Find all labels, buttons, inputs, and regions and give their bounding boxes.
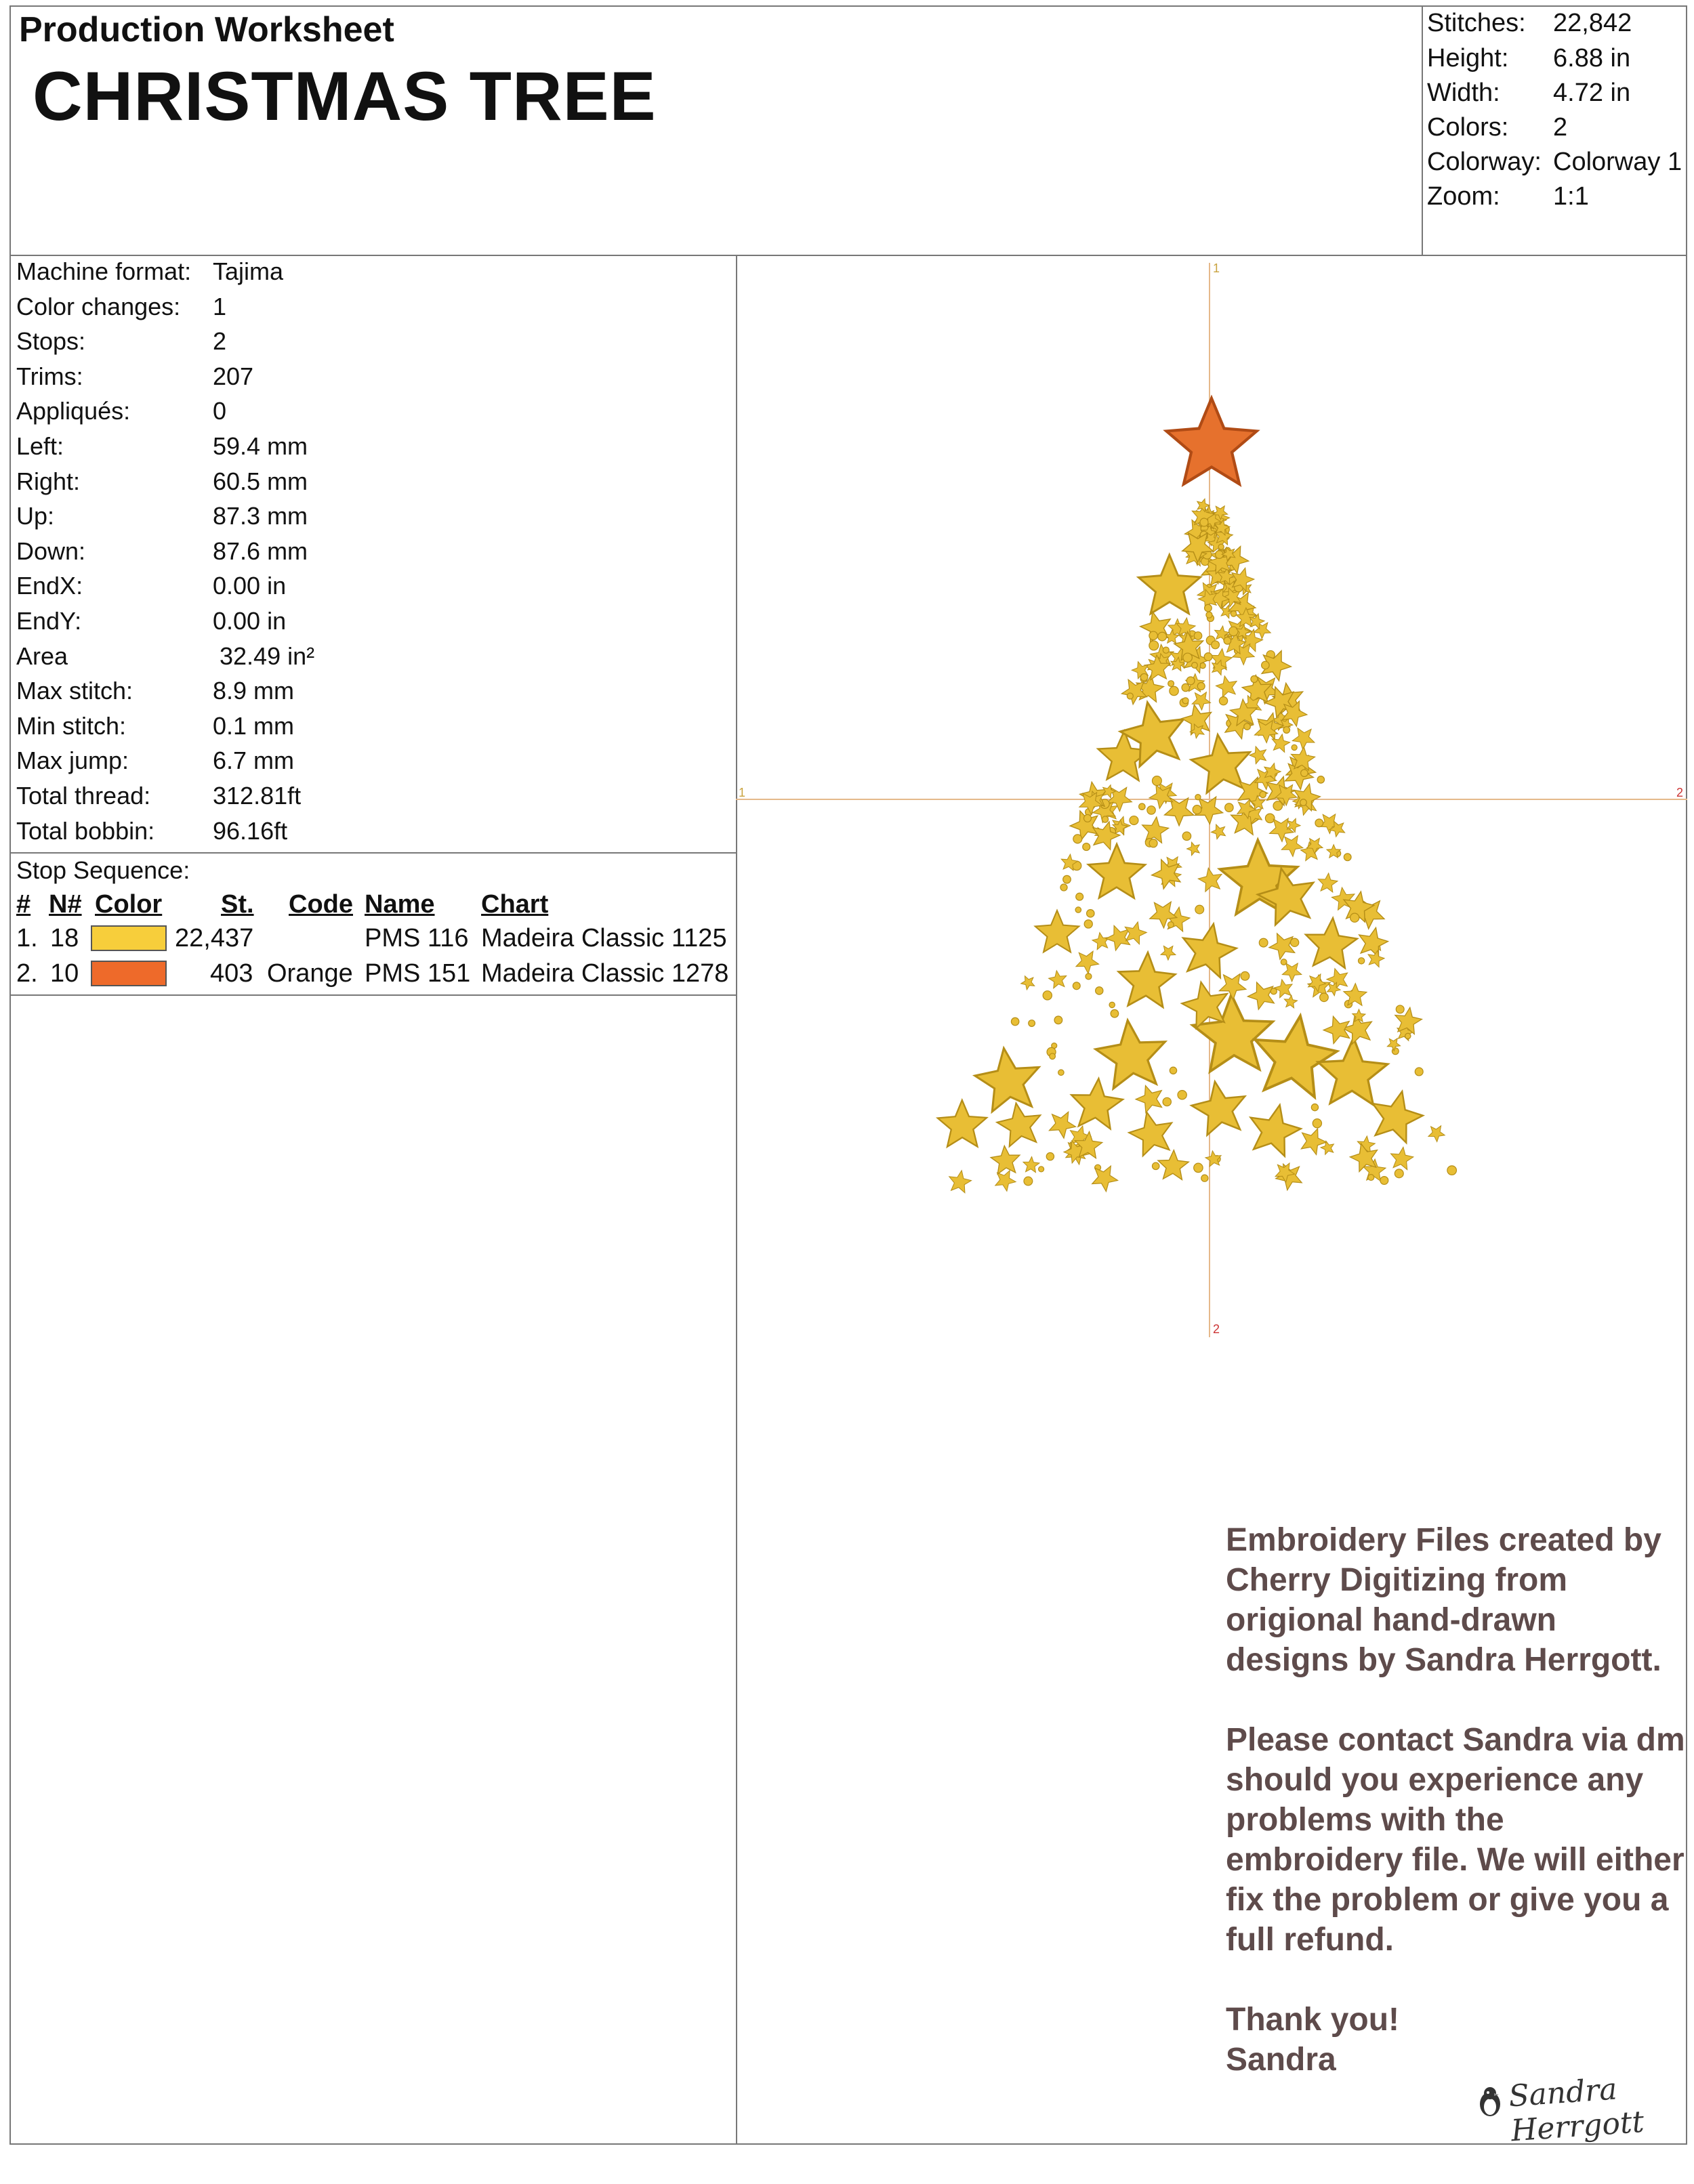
dot-stitch (1251, 675, 1258, 682)
dot-stitch (1149, 631, 1157, 639)
axis-label-bottom: 2 (1213, 1322, 1220, 1336)
property-key: Left: (16, 432, 64, 460)
dot-stitch (1058, 1070, 1064, 1075)
stat-row (1427, 179, 1589, 214)
dot-stitch (1241, 971, 1249, 980)
dot-stitch (1350, 913, 1359, 922)
dot-stitch (1149, 839, 1157, 847)
property-key: Total thread: (16, 782, 151, 810)
star-stitch (1391, 1147, 1413, 1169)
star-stitch (1187, 842, 1200, 855)
stat-row (1427, 144, 1682, 180)
property-key: Max jump: (16, 747, 129, 775)
dot-stitch (1086, 973, 1092, 980)
star-stitch (1301, 1129, 1326, 1154)
property-value: 59.4 mm (213, 432, 308, 460)
star-stitch (1247, 982, 1274, 1009)
star-stitch (1191, 1082, 1245, 1135)
star-stitch (1373, 1091, 1423, 1143)
property-value: 0.1 mm (213, 711, 295, 740)
dot-stitch (1170, 1067, 1176, 1074)
stat-value: Colorway 1 (1553, 148, 1682, 176)
property-key: Appliqués: (16, 397, 131, 425)
star-stitch (1251, 1105, 1301, 1156)
dot-stitch (1170, 686, 1178, 695)
dot-stitch (1139, 803, 1145, 810)
row-chart: Madeira Classic 1125 (481, 924, 727, 952)
stat-value: 22,842 (1553, 9, 1632, 37)
property-row (16, 257, 283, 286)
property-row (16, 817, 287, 845)
dot-stitch (1024, 1177, 1033, 1185)
dot-stitch (1011, 1017, 1018, 1025)
dot-stitch (1043, 991, 1052, 1000)
axis-label-left: 1 (739, 786, 746, 799)
star-stitch (991, 1146, 1020, 1174)
star-stitch (1281, 836, 1303, 857)
stat-value: 6.88 in (1553, 44, 1631, 72)
col-header-color: Color (95, 890, 163, 919)
dot-stitch (1183, 653, 1192, 662)
dot-stitch (1158, 632, 1167, 641)
stat-key: Zoom: (1427, 182, 1500, 211)
dot-stitch (1084, 920, 1092, 928)
row-index: 2. (16, 959, 38, 988)
col-header-needle: N# (49, 890, 82, 919)
axis-label-right: 2 (1676, 786, 1684, 799)
star-stitch (1023, 1157, 1039, 1173)
property-row (16, 782, 301, 810)
dot-stitch (1083, 814, 1091, 822)
col-header-stitches: St. (221, 890, 254, 919)
property-row (16, 572, 286, 600)
dot-stitch (1050, 1053, 1056, 1059)
dot-stitch (1229, 627, 1238, 635)
dot-stitch (1225, 803, 1233, 812)
dot-stitch (1344, 854, 1351, 861)
dot-stitch (1368, 1175, 1374, 1181)
property-row (16, 502, 308, 530)
dot-stitch (1320, 993, 1329, 1002)
dot-stitch (1447, 1166, 1457, 1175)
star-stitch (1216, 676, 1237, 697)
row-stitches: 22,437 (175, 924, 254, 952)
property-value: 6.7 mm (213, 747, 295, 775)
property-key: Max stitch: (16, 677, 133, 705)
dot-stitch (1168, 922, 1174, 928)
credits-paragraph: Please contact Sandra via dm should you experience any problems with the embroidery file. We will either fix the problem or give you a full refund. (1226, 1722, 1685, 1958)
stat-key: Width: (1427, 79, 1500, 107)
dot-stitch (1194, 632, 1202, 640)
star-stitch (1368, 950, 1384, 967)
dot-stitch (1178, 1091, 1186, 1099)
star-stitch (1284, 995, 1297, 1008)
dot-stitch (1195, 905, 1204, 914)
dot-stitch (1182, 832, 1191, 841)
dot-stitch (1076, 893, 1083, 900)
dot-stitch (1259, 938, 1268, 947)
dot-stitch (1311, 1104, 1318, 1111)
star-stitch (1096, 1020, 1165, 1089)
dot-stitch (1260, 791, 1266, 797)
dot-stitch (1194, 1163, 1203, 1172)
dot-stitch (1219, 696, 1227, 705)
dot-stitch (1168, 681, 1174, 687)
dot-stitch (1109, 1002, 1115, 1007)
dot-stitch (1147, 806, 1155, 814)
dot-stitch (1060, 884, 1067, 891)
star-stitch (1129, 1112, 1172, 1156)
dot-stitch (1206, 612, 1212, 618)
signature: Sandra Herrgott (1507, 2072, 1645, 2149)
star-stitch (1428, 1126, 1445, 1142)
dot-stitch (1046, 1152, 1054, 1160)
property-row (16, 677, 294, 705)
dot-stitch (1301, 770, 1308, 777)
dot-stitch (1163, 647, 1169, 653)
property-value: 1 (213, 292, 227, 320)
star-stitch (1050, 1112, 1076, 1138)
row-needle: 18 (50, 924, 79, 952)
dot-stitch (1186, 677, 1195, 685)
star-stitch (1165, 798, 1194, 826)
star-stitch (1269, 933, 1295, 959)
dot-stitch (1182, 698, 1189, 704)
property-value: 0.00 in (213, 572, 287, 600)
property-key: Up: (16, 502, 55, 530)
dot-stitch (1152, 776, 1161, 786)
star-stitch (1092, 933, 1109, 950)
property-value: Tajima (213, 257, 284, 285)
dot-stitch (1265, 814, 1275, 823)
property-key: Down: (16, 537, 86, 565)
dot-stitch (1244, 723, 1251, 730)
property-row (16, 607, 286, 635)
property-key: Area (16, 642, 68, 670)
star-stitch (1076, 951, 1099, 973)
property-value: 32.49 in² (213, 642, 315, 670)
star-stitch (975, 1048, 1039, 1112)
star-stitch (997, 1103, 1040, 1146)
star-stitch (1092, 1166, 1118, 1192)
star-stitch (1049, 971, 1067, 988)
credits-text (1226, 1520, 1687, 2080)
dot-stitch (1182, 684, 1189, 691)
dot-stitch (1292, 744, 1297, 750)
dot-stitch (1273, 801, 1283, 811)
star-stitch (1119, 952, 1176, 1007)
star-stitch (1166, 398, 1256, 484)
property-key: Color changes: (16, 292, 181, 320)
dot-stitch (1224, 637, 1231, 645)
dot-stitch (1195, 795, 1201, 800)
dot-stitch (1054, 1016, 1062, 1024)
property-value: 87.3 mm (213, 502, 308, 530)
dot-stitch (1039, 1167, 1044, 1172)
property-key: EndY: (16, 607, 82, 635)
star-stitch (949, 1171, 972, 1193)
property-row (16, 362, 253, 391)
dot-stitch (1029, 1020, 1035, 1027)
dot-stitch (1102, 816, 1108, 822)
property-value: 0.00 in (213, 607, 287, 635)
star-stitch (1205, 1151, 1221, 1167)
star-stitch (1125, 922, 1146, 944)
dot-stitch (1200, 518, 1208, 526)
property-row (16, 642, 314, 671)
row-name: PMS 116 (365, 924, 469, 952)
property-key: Machine format: (16, 257, 192, 285)
thanks-line: Thank you! (1226, 2002, 1400, 2038)
row-chart: Madeira Classic 1278 (481, 959, 729, 988)
col-header-index: # (16, 890, 31, 919)
star-stitch (1249, 747, 1266, 764)
stat-key: Stitches: (1427, 9, 1526, 37)
dot-stitch (1163, 1097, 1171, 1106)
property-value: 8.9 mm (213, 677, 295, 705)
dot-stitch (1395, 1169, 1403, 1178)
stop-sequence-label: Stop Sequence: (16, 856, 190, 884)
row-needle: 10 (50, 959, 79, 988)
property-key: Right: (16, 467, 81, 495)
dot-stitch (1317, 776, 1324, 783)
dot-stitch (1262, 661, 1269, 669)
property-row (16, 712, 294, 740)
dot-stitch (1396, 1005, 1404, 1013)
dot-stitch (1415, 1068, 1423, 1076)
star-stitch (1318, 873, 1338, 892)
dot-stitch (1075, 907, 1081, 912)
design-preview (736, 255, 1687, 1352)
dot-stitch (1212, 641, 1220, 649)
star-stitch (1021, 976, 1035, 990)
dot-stitch (1405, 1033, 1411, 1038)
dot-stitch (1358, 958, 1364, 964)
sender-name: Sandra (1226, 2042, 1336, 2078)
property-key: Total bobbin: (16, 816, 155, 845)
dot-stitch (1290, 938, 1298, 946)
dot-stitch (1140, 673, 1148, 681)
dot-stitch (1083, 843, 1090, 851)
star-stitch (1359, 927, 1388, 957)
star-stitch (1136, 1086, 1161, 1113)
stat-key: Colors: (1427, 113, 1509, 142)
stat-key: Colorway: (1427, 148, 1542, 176)
row-code: Orange (267, 959, 353, 988)
row-name: PMS 151 (365, 959, 471, 988)
dot-stitch (1130, 816, 1138, 825)
dot-stitch (1193, 805, 1201, 814)
star-stitch (1182, 982, 1227, 1028)
property-value: 2 (213, 327, 227, 356)
property-value: 312.81ft (213, 782, 302, 810)
property-row (16, 467, 308, 496)
dot-stitch (1218, 544, 1224, 549)
property-value: 96.16ft (213, 816, 288, 845)
color-swatch (91, 925, 167, 951)
dot-stitch (1127, 693, 1133, 699)
dot-stitch (1283, 727, 1290, 734)
property-key: Trims: (16, 362, 83, 390)
penguin-logo-icon (1476, 2085, 1504, 2118)
dot-stitch (1313, 1119, 1321, 1128)
tree-topper-star (1166, 398, 1256, 484)
property-key: Stops: (16, 327, 86, 356)
dot-stitch (1300, 799, 1307, 806)
dot-stitch (1087, 910, 1094, 917)
dot-stitch (1073, 835, 1082, 843)
axis-label-top: 1 (1213, 261, 1220, 275)
dot-stitch (1096, 987, 1103, 994)
star-stitch (1212, 824, 1226, 839)
col-header-chart: Chart (481, 890, 549, 919)
star-stitch (1158, 1150, 1189, 1180)
property-row (16, 432, 308, 461)
dot-stitch (1111, 1009, 1119, 1017)
property-value: 207 (213, 362, 254, 390)
stat-row (1427, 75, 1630, 110)
property-row (16, 327, 226, 356)
tree-stars (938, 499, 1457, 1192)
divider (9, 994, 737, 996)
property-key: EndX: (16, 572, 83, 600)
star-stitch (1088, 844, 1145, 898)
star-stitch (1275, 980, 1293, 998)
stat-row (1427, 41, 1630, 76)
property-value: 0 (213, 397, 227, 425)
col-header-name: Name (365, 890, 435, 919)
col-header-code: Code (289, 890, 353, 919)
stat-key: Height: (1427, 44, 1509, 72)
star-stitch (1035, 910, 1079, 952)
dot-stitch (1201, 1175, 1208, 1181)
property-row (16, 293, 226, 321)
star-stitch (1306, 918, 1357, 968)
star-stitch (938, 1100, 987, 1147)
stat-row (1427, 110, 1567, 145)
dot-stitch (1231, 611, 1236, 616)
star-stitch (1138, 555, 1200, 614)
dot-stitch (1192, 663, 1198, 669)
dot-stitch (1197, 683, 1205, 690)
star-stitch (1282, 963, 1301, 982)
worksheet-label: Production Worksheet (19, 10, 394, 49)
stat-value: 1:1 (1553, 182, 1589, 211)
property-row (16, 537, 308, 566)
dot-stitch (1149, 641, 1159, 650)
star-stitch (1142, 817, 1169, 843)
divider (9, 852, 737, 854)
property-row (16, 747, 294, 775)
star-stitch (1318, 1038, 1388, 1105)
dot-stitch (1205, 604, 1212, 612)
dot-stitch (1204, 653, 1212, 661)
property-value: 60.5 mm (213, 467, 308, 495)
property-key: Min stitch: (16, 711, 127, 740)
design-title: CHRISTMAS TREE (33, 58, 657, 135)
property-value: 87.6 mm (213, 537, 308, 565)
star-stitch (1161, 946, 1176, 960)
dot-stitch (1380, 1177, 1388, 1185)
dot-stitch (1073, 982, 1080, 990)
dot-stitch (1315, 819, 1323, 827)
stat-value: 4.72 in (1553, 79, 1631, 107)
credits-paragraph: Embroidery Files created by Cherry Digitizing from origional hand-drawn designs by Sandra Herrgott. (1226, 1522, 1661, 1678)
dot-stitch (1063, 875, 1071, 883)
dot-stitch (1152, 1162, 1159, 1169)
property-row (16, 397, 226, 425)
color-swatch (91, 961, 167, 986)
stat-row (1427, 5, 1632, 41)
stat-value: 2 (1553, 113, 1568, 142)
row-index: 1. (16, 924, 38, 952)
row-stitches: 403 (210, 959, 253, 988)
